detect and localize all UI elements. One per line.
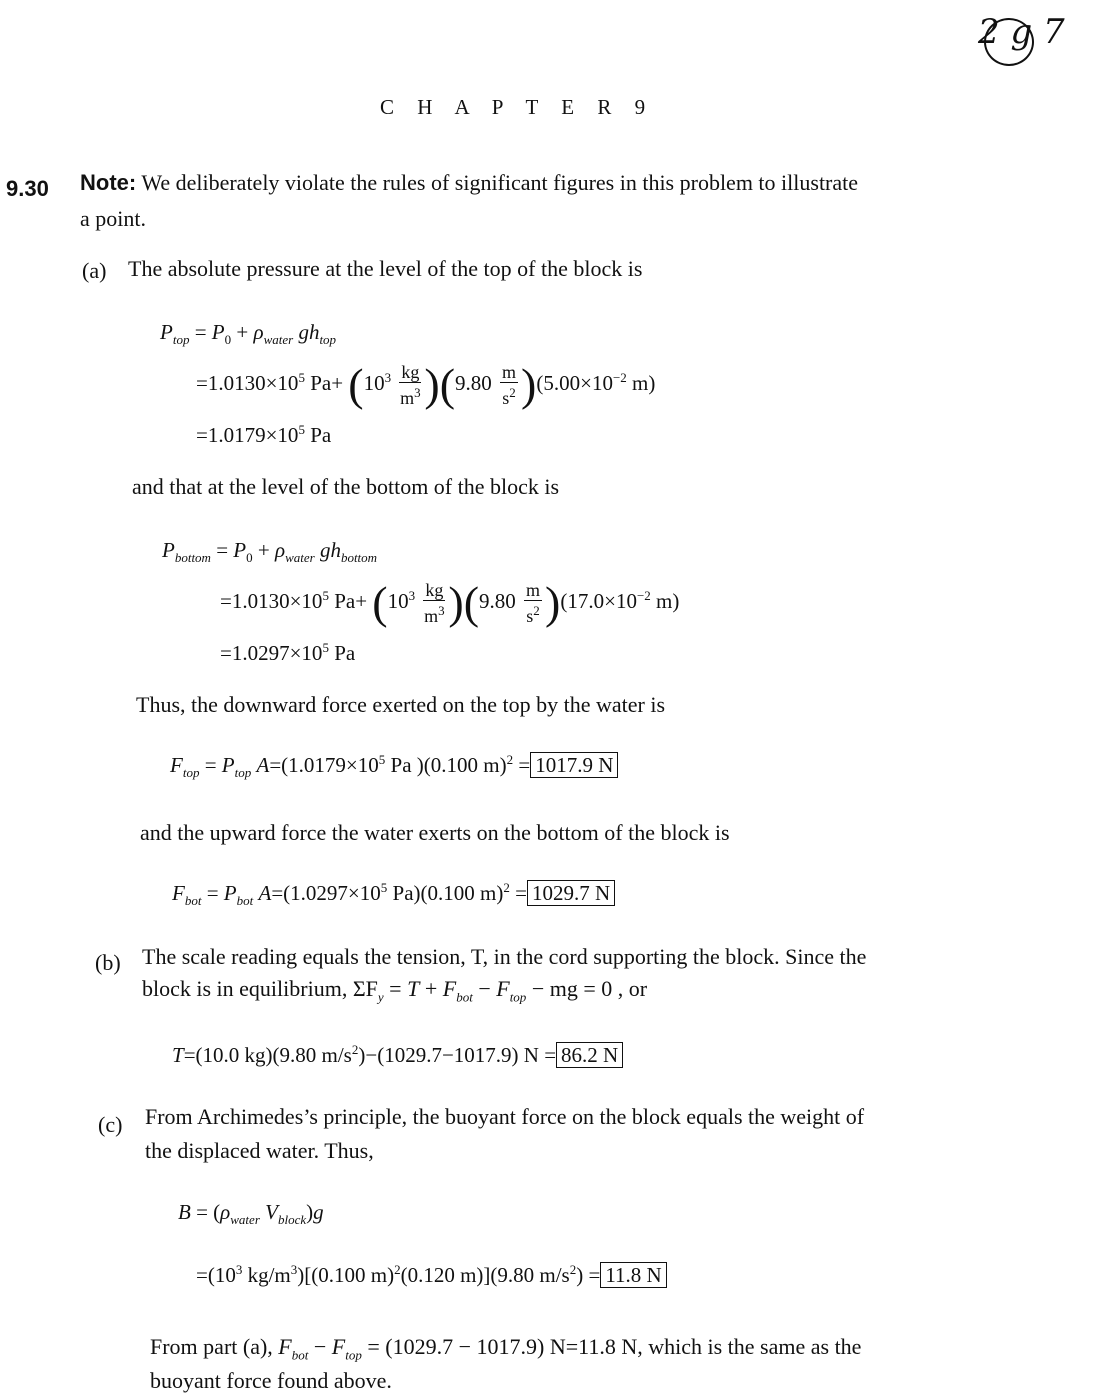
- hbot-value: (17.0×10: [560, 588, 637, 613]
- note-text: We deliberately violate the rules of significant figures in this problem to illustrate: [141, 170, 859, 195]
- part-a-intro: The absolute pressure at the level of the top of the block is: [128, 256, 643, 281]
- pbot-m-unit: m: [424, 606, 439, 626]
- pbot-result-value: =1.0297×10: [220, 641, 323, 665]
- hbot-exp: −2: [636, 587, 651, 603]
- density-fraction: [399, 362, 421, 408]
- part-b-line2-post: − mg = 0 , or: [531, 976, 648, 1001]
- b-expr4: (0.120 m)](9.80 m/s: [400, 1263, 570, 1287]
- tension-equation: T=(10.0 kg)(9.80 $m/s^2)-(1029.7-1017.9)$ N = 86.2 N: [172, 1042, 623, 1068]
- chapter-heading: C H A P T E R 9: [380, 95, 655, 119]
- ptop-equation: $P_{top} = P_0 + \rho_{water}$ $gh_{top}$: [160, 320, 337, 348]
- pbot-equation: $P_{bottom} = P_0 + \rho_{water}$ $gh_{bottom}$: [162, 538, 378, 566]
- tension-expr: =(10.0 kg)(9.80 m/s: [183, 1043, 352, 1067]
- fbot-expr2: Pa)(0.100 m): [387, 881, 504, 905]
- pbot-kg-unit: kg: [425, 580, 444, 600]
- htop-exp: −2: [612, 369, 627, 385]
- note-label: Note:: [80, 170, 137, 195]
- kg-unit: kg: [401, 362, 420, 382]
- buoyant-answer-box: 11.8 N: [600, 1262, 666, 1288]
- m-unit: m: [400, 388, 415, 408]
- tension-expr2: )−(1029.7−1017.9) N =: [358, 1043, 557, 1067]
- ftop-equation: $F_{top} = P_{top}$ $A=(1.0179\times 10^5$ Pa )(0.100 m)$^2$ = 1017.9 N: [170, 752, 618, 781]
- pbot-density-exp: 3: [408, 587, 416, 603]
- ptop-substitution: $=1.0130\times 10^5$ $Pa+ (10^3$ $\frac{kg}{m^3}$ )(9.80 $\frac{m}{s^2}$ )($5.00\times 10^{-2}$ m): [196, 359, 656, 410]
- b-expr2: kg/m: [242, 1263, 291, 1287]
- ptop-p0: =1.0130×10: [196, 370, 299, 395]
- htop-unit: m): [626, 370, 656, 395]
- pbot-density-fraction: [423, 580, 445, 626]
- bottom-intro: and that at the level of the bottom of the block is: [132, 474, 560, 499]
- density-value: 10: [363, 370, 385, 395]
- ptop-result: [196, 422, 331, 448]
- pbot-result: [220, 640, 355, 666]
- fbot-equation: $F_{bot} = P_{bot}$ $A=(1.0297\times 10^5$ Pa)(0.100 m)$^2$ = 1029.7 N: [172, 880, 615, 909]
- ptop-result-unit: Pa: [304, 423, 332, 447]
- ptop-result-exp: 5: [298, 422, 305, 437]
- part-c-line2: the displaced water. Thus,: [145, 1138, 374, 1163]
- part-b-line2: block is in equilibrium, $\Sigma F_y = T + F_{bot} - F_{top}$ − mg = 0 , or: [142, 976, 648, 1005]
- density-exp: 3: [384, 369, 392, 385]
- pbot-g-m-unit: m: [526, 580, 541, 600]
- htop-value: (5.00×10: [536, 370, 613, 395]
- b-expr5: ) =: [576, 1263, 601, 1287]
- pbot-g-value: 9.80: [479, 588, 516, 613]
- ftop-expr: =(1.0179×10: [269, 753, 379, 777]
- pbot-substitution: $=1.0130\times 10^5$ $Pa+ (10^3$ $\frac{kg}{m^3}$ )(9.80 $\frac{m}{s^2}$ )($17.0\times 10^{-2}$ m): [220, 577, 680, 628]
- ftop-answer-box: 1017.9 N: [530, 752, 618, 778]
- ptop-p0-exp: 5: [298, 369, 305, 385]
- pbot-p0-unit: Pa+: [328, 588, 368, 613]
- b-expr: =(10: [196, 1263, 236, 1287]
- pbot-m-exp: 3: [438, 603, 445, 618]
- note-line-1: [80, 170, 858, 196]
- conclusion-pre: From part (a),: [150, 1334, 279, 1359]
- part-c-line1: From Archimedes’s principle, the buoyant force on the block equals the weight of: [145, 1104, 865, 1129]
- pbot-p0: =1.0130×10: [220, 588, 323, 613]
- conclusion-line2: buoyant force found above.: [150, 1368, 392, 1393]
- buoyant-equation: $B = (\rho_{water}$ $V_{block})g$: [178, 1200, 324, 1228]
- note-line-2: a point.: [80, 206, 146, 231]
- pbot-s-unit: s: [526, 606, 534, 626]
- s-unit: s: [502, 388, 510, 408]
- pbot-g-fraction: [524, 580, 542, 626]
- part-b-line2-pre: block is in equilibrium, ΣF: [142, 976, 378, 1001]
- conclusion-line1: From part (a), $F_{bot} - F_{top} = (1029.7 - 1017.9)$ N=11.8 N, which is the same as the: [150, 1334, 862, 1363]
- problem-number: 9.30: [6, 176, 49, 201]
- ptop-result-value: =1.0179×10: [196, 423, 299, 447]
- force-bot-intro: and the upward force the water exerts on the bottom of the block is: [140, 820, 730, 845]
- hbot-unit: m): [650, 588, 680, 613]
- handwritten-mark: 2 g 7: [978, 12, 1065, 52]
- conclusion-post: , which is the same as the: [637, 1334, 862, 1359]
- pbot-result-exp: 5: [322, 640, 329, 655]
- tension-answer-box: 86.2 N: [556, 1042, 623, 1068]
- part-a-label: (a): [82, 258, 107, 283]
- buoyant-substitution: $=(10^3$ $kg/m^3)[(0.100$ m)$^2$(0.120 m)](9.80 $m/s^2) = 11.8$ N: [196, 1262, 667, 1288]
- part-b-line1: The scale reading equals the tension, T, in the cord supporting the block. Since the: [142, 944, 867, 969]
- pbot-result-unit: Pa: [328, 641, 356, 665]
- conclusion-mid: = (1029.7 − 1017.9) N=11.8 N: [361, 1334, 638, 1359]
- fbot-expr: =(1.0297×10: [271, 881, 381, 905]
- ftop-equals: =: [513, 753, 531, 777]
- force-top-intro: Thus, the downward force exerted on the top by the water is: [136, 692, 666, 717]
- g-m-unit: m: [502, 362, 517, 382]
- part-c-label: (c): [98, 1112, 123, 1137]
- pbot-s-exp: 2: [533, 603, 540, 618]
- b-expr3: )[(0.100 m): [297, 1263, 395, 1287]
- fbot-equals: =: [509, 881, 527, 905]
- g-fraction: [500, 362, 518, 408]
- pbot-p0-exp: 5: [322, 587, 329, 603]
- ptop-p0-unit: Pa+: [304, 370, 344, 395]
- pbot-density-value: 10: [387, 588, 409, 613]
- ftop-expr2: Pa )(0.100 m): [385, 753, 507, 777]
- m-exp: 3: [414, 385, 421, 400]
- s-exp: 2: [509, 385, 516, 400]
- fbot-answer-box: 1029.7 N: [527, 880, 615, 906]
- g-value: 9.80: [455, 370, 492, 395]
- part-b-label: (b): [95, 950, 121, 975]
